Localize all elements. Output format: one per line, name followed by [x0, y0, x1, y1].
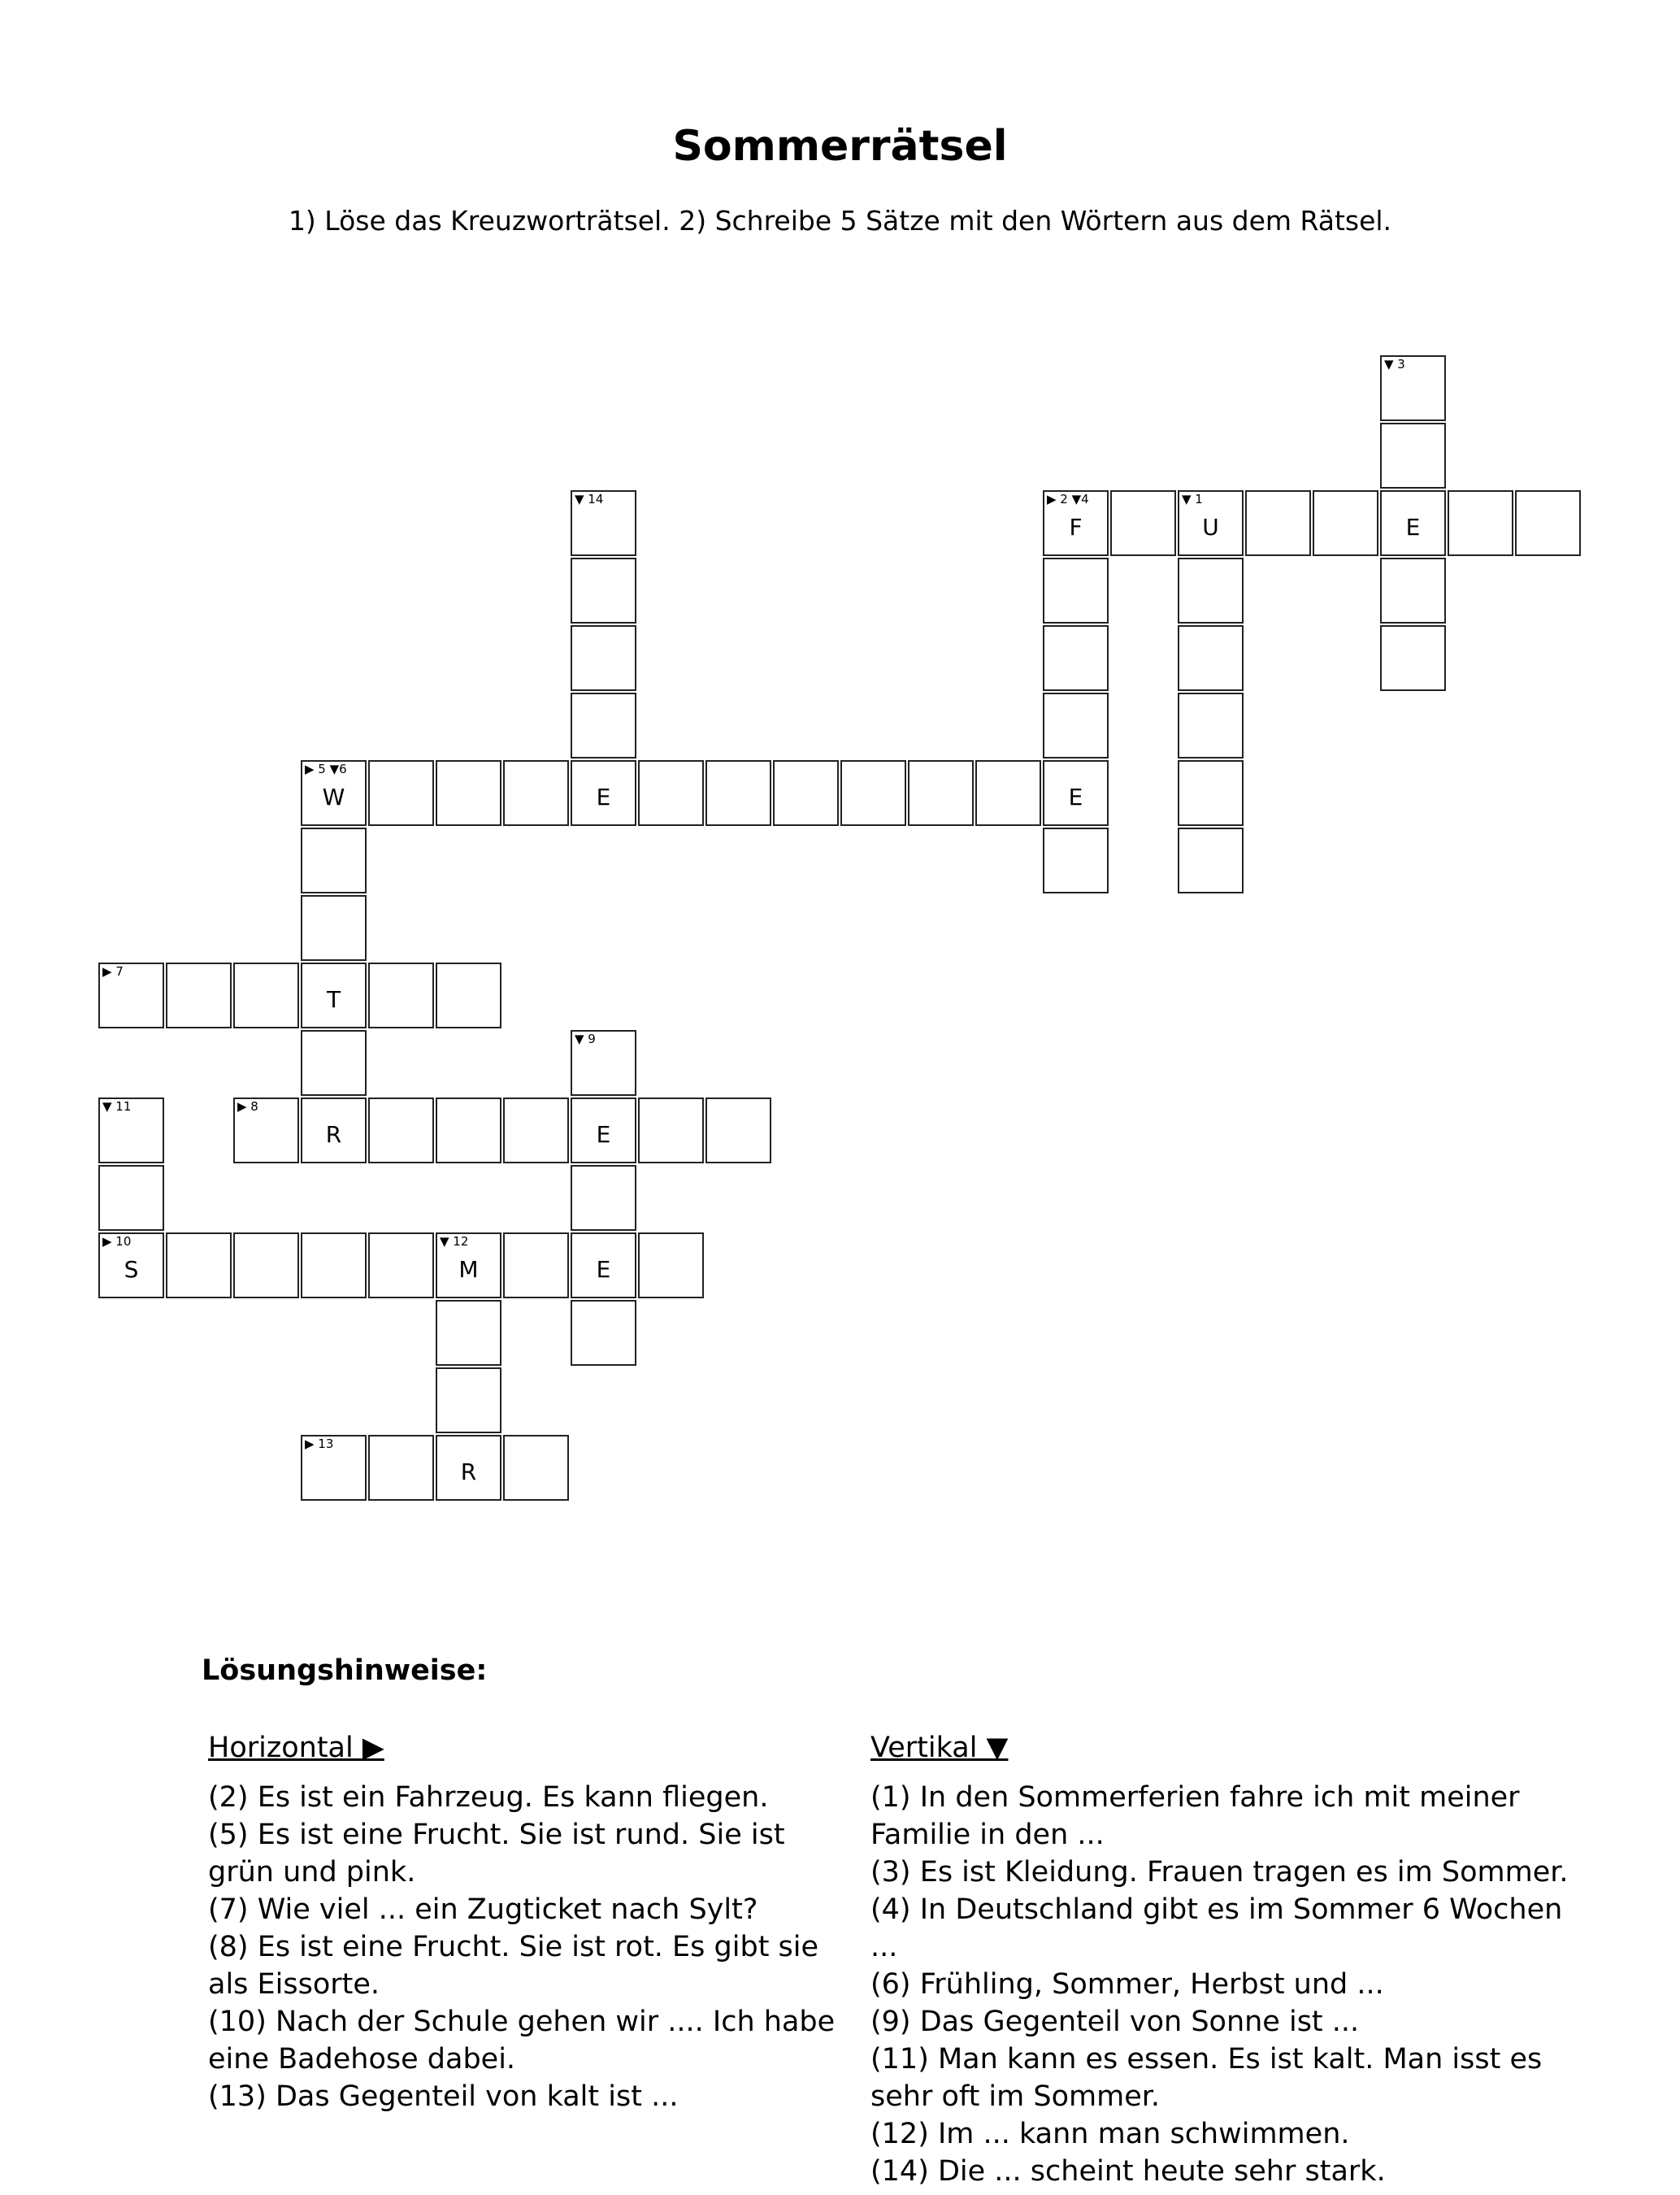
grid-cell[interactable]	[98, 1232, 164, 1298]
grid-cell[interactable]	[571, 693, 636, 758]
given-letter: E	[596, 784, 611, 811]
grid-cell[interactable]	[571, 1232, 636, 1298]
grid-cell[interactable]	[301, 895, 367, 961]
given-letter: R	[460, 1458, 477, 1485]
grid-cell[interactable]	[571, 760, 636, 826]
grid-cell[interactable]	[1313, 490, 1378, 556]
given-letter: W	[322, 784, 345, 811]
grid-cell[interactable]	[301, 1098, 367, 1163]
grid-cell[interactable]	[436, 1232, 501, 1298]
vertical-clue: (12) Im ... kann man schwimmen.	[870, 2118, 1350, 2150]
grid-cell[interactable]	[1178, 760, 1244, 826]
grid-cell[interactable]	[301, 1030, 367, 1096]
grid-cell[interactable]	[571, 1300, 636, 1366]
grid-cell[interactable]	[1380, 625, 1446, 691]
grid-cell[interactable]	[638, 1232, 704, 1298]
given-letter: T	[326, 986, 341, 1013]
grid-cell[interactable]	[436, 760, 501, 826]
grid-cell[interactable]	[1043, 760, 1109, 826]
grid-cell[interactable]	[975, 760, 1041, 826]
grid-cell[interactable]	[1380, 423, 1446, 489]
grid-cell[interactable]	[233, 1098, 299, 1163]
vertical-clue: (14) Die ... scheint heute sehr stark.	[870, 2155, 1386, 2188]
vertical-clue: (1) In den Sommerferien fahre ich mit meiner Familie in den ...	[870, 1781, 1520, 1851]
grid-cell[interactable]	[1515, 490, 1581, 556]
grid-cell[interactable]	[233, 963, 299, 1028]
horizontal-clue-list	[208, 1779, 858, 2115]
grid-cell[interactable]	[301, 1232, 367, 1298]
given-letter: U	[1202, 514, 1219, 541]
grid-cell[interactable]	[571, 1098, 636, 1163]
vertical-clue: (4) In Deutschland gibt es im Sommer 6 Wochen ...	[870, 1893, 1563, 1963]
grid-cell[interactable]	[638, 1098, 704, 1163]
horizontal-clue: (13) Das Gegenteil von kalt ist ...	[208, 2080, 679, 2113]
horizontal-clue: (5) Es ist eine Frucht. Sie ist rund. Sie ist grün und pink.	[208, 1819, 785, 1889]
grid-cell[interactable]	[503, 760, 569, 826]
grid-cell[interactable]	[368, 1098, 434, 1163]
grid-cell[interactable]	[1245, 490, 1311, 556]
grid-cell[interactable]	[436, 1098, 501, 1163]
grid-cell[interactable]	[503, 1435, 569, 1501]
grid-cell[interactable]	[1178, 558, 1244, 624]
grid-cell[interactable]	[98, 1165, 164, 1231]
vertical-heading: Vertikal ▼	[870, 1732, 1009, 1764]
grid-cell[interactable]	[1043, 625, 1109, 691]
grid-cell[interactable]	[98, 1098, 164, 1163]
grid-cell[interactable]	[368, 760, 434, 826]
grid-cell[interactable]	[368, 1435, 434, 1501]
grid-cell[interactable]	[571, 490, 636, 556]
clue-number: ▶ 5 ▼6	[305, 762, 347, 776]
grid-cell[interactable]	[301, 760, 367, 826]
given-letter: S	[124, 1256, 139, 1283]
grid-cell[interactable]	[436, 1367, 501, 1433]
grid-cell[interactable]	[1380, 558, 1446, 624]
grid-cell[interactable]	[571, 558, 636, 624]
grid-cell[interactable]	[301, 828, 367, 893]
grid-cell[interactable]	[1178, 693, 1244, 758]
grid-cell[interactable]	[1380, 355, 1446, 421]
grid-cell[interactable]	[98, 963, 164, 1028]
grid-cell[interactable]	[571, 625, 636, 691]
grid-cell[interactable]	[1178, 490, 1244, 556]
given-letter: M	[458, 1256, 479, 1283]
grid-cell[interactable]	[1380, 490, 1446, 556]
grid-cell[interactable]	[301, 963, 367, 1028]
grid-cell[interactable]	[301, 1435, 367, 1501]
given-letter: F	[1069, 514, 1083, 541]
grid-cell[interactable]	[1448, 490, 1513, 556]
grid-cell[interactable]	[1178, 625, 1244, 691]
grid-cell[interactable]	[368, 1232, 434, 1298]
grid-cell[interactable]	[638, 760, 704, 826]
given-letter: E	[1405, 514, 1421, 541]
grid-cell[interactable]	[705, 760, 771, 826]
clue-number: ▶ 8	[237, 1099, 258, 1114]
instructions: 1) Löse das Kreuzworträtsel. 2) Schreibe 5 Sätze mit den Wörtern aus dem Rätsel.	[288, 205, 1392, 237]
grid-cell[interactable]	[233, 1232, 299, 1298]
grid-cell[interactable]	[705, 1098, 771, 1163]
clue-number: ▼ 1	[1182, 492, 1203, 506]
vertical-clue: (6) Frühling, Sommer, Herbst und ...	[870, 1968, 1384, 2001]
grid-cell[interactable]	[1178, 828, 1244, 893]
clue-number: ▼ 11	[102, 1099, 132, 1114]
clue-number: ▼ 14	[575, 492, 604, 506]
clue-number: ▼ 9	[575, 1032, 596, 1046]
given-letter: R	[325, 1121, 342, 1148]
grid-cell[interactable]	[773, 760, 839, 826]
given-letter: E	[596, 1121, 611, 1148]
clue-number: ▼ 3	[1384, 357, 1405, 372]
grid-cell[interactable]	[1043, 693, 1109, 758]
grid-cell[interactable]	[908, 760, 974, 826]
grid-cell[interactable]	[368, 963, 434, 1028]
grid-cell[interactable]	[571, 1165, 636, 1231]
grid-cell[interactable]	[166, 1232, 232, 1298]
clue-number: ▶ 2 ▼4	[1047, 492, 1089, 506]
horizontal-clue: (10) Nach der Schule gehen wir .... Ich habe eine Badehose dabei.	[208, 2006, 836, 2075]
grid-cell[interactable]	[436, 1435, 501, 1501]
clue-number: ▶ 10	[102, 1234, 132, 1249]
grid-cell[interactable]	[503, 1098, 569, 1163]
given-letter: E	[1068, 784, 1083, 811]
page-title: Sommerrätsel	[672, 122, 1008, 171]
vertical-clue: (3) Es ist Kleidung. Frauen tragen es im Sommer.	[870, 1856, 1569, 1889]
horizontal-clue: (7) Wie viel ... ein Zugticket nach Sylt?	[208, 1893, 758, 1926]
vertical-clue: (9) Das Gegenteil von Sonne ist ...	[870, 2006, 1360, 2038]
grid-cell[interactable]	[1043, 558, 1109, 624]
vertical-clue-list	[870, 1779, 1578, 2190]
grid-cell[interactable]	[840, 760, 906, 826]
grid-cell[interactable]	[1043, 828, 1109, 893]
horizontal-clue: (8) Es ist eine Frucht. Sie ist rot. Es gibt sie als Eissorte.	[208, 1931, 819, 2001]
vertical-clue: (11) Man kann es essen. Es ist kalt. Man isst es sehr oft im Sommer.	[870, 2043, 1543, 2113]
hints-heading: Lösungshinweise:	[202, 1654, 488, 1687]
grid-cell[interactable]	[571, 1030, 636, 1096]
clue-number: ▶ 13	[305, 1437, 334, 1451]
grid-cell[interactable]	[166, 963, 232, 1028]
grid-cell[interactable]	[436, 963, 501, 1028]
clue-number: ▶ 7	[102, 964, 124, 979]
horizontal-clue: (2) Es ist ein Fahrzeug. Es kann fliegen.	[208, 1781, 769, 1814]
horizontal-heading: Horizontal ▶	[208, 1732, 384, 1764]
clue-number: ▼ 12	[440, 1234, 469, 1249]
grid-cell[interactable]	[503, 1232, 569, 1298]
given-letter: E	[596, 1256, 611, 1283]
grid-cell[interactable]	[436, 1300, 501, 1366]
grid-cell[interactable]	[1043, 490, 1109, 556]
grid-cell[interactable]	[1110, 490, 1176, 556]
